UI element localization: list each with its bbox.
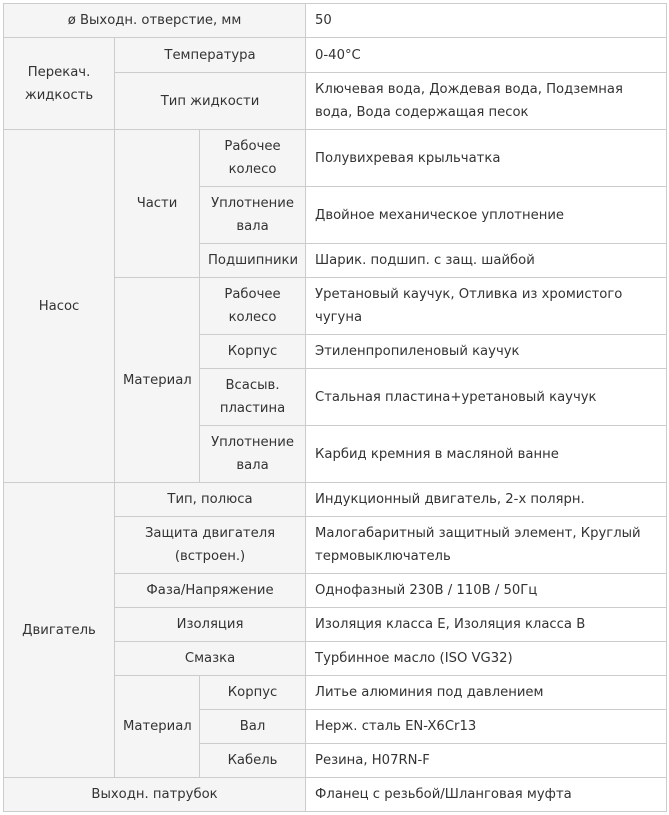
pump-group-label: Насос [4, 130, 115, 483]
motor-lubrication-label: Смазка [115, 642, 306, 676]
pump-parts-impeller-label: Рабочее колесо [200, 130, 306, 187]
discharge-connection-label: Выходн. патрубок [4, 778, 306, 812]
motor-group-label: Двигатель [4, 483, 115, 778]
table-row [4, 483, 667, 517]
motor-material-casing-label: Корпус [200, 676, 306, 710]
motor-material-cable-label: Кабель [200, 744, 306, 778]
table-row [4, 38, 667, 73]
motor-lubrication-value: Турбинное масло (ISO VG32) [306, 642, 667, 676]
discharge-connection-value: Фланец с резьбой/Шланговая муфта [306, 778, 667, 812]
pump-parts-shaft-seal-label: Уплотнение вала [200, 187, 306, 244]
liquid-group-label: Перекач. жидкость [4, 38, 115, 130]
motor-insulation-value: Изоляция класса E, Изоляция класса B [306, 608, 667, 642]
outlet-diameter-value: 50 [306, 4, 667, 38]
outlet-diameter-label: ø Выходн. отверстие, мм [4, 4, 306, 38]
liquid-type-label: Тип жидкости [115, 73, 306, 130]
motor-protection-value: Малогабаритный защитный элемент, Круглый термовыключатель [306, 517, 667, 574]
table-row [4, 778, 667, 812]
motor-material-shaft-label: Вал [200, 710, 306, 744]
table-row [4, 4, 667, 38]
motor-phase-voltage-value: Однофазный 230В / 110В / 50Гц [306, 574, 667, 608]
liquid-type-value: Ключевая вода, Дождевая вода, Подземная вода, Вода содержащая песок [306, 73, 667, 130]
pump-material-casing-value: Этиленпропиленовый каучук [306, 335, 667, 369]
pump-material-label: Материал [115, 278, 200, 483]
motor-material-cable-value: Резина, H07RN-F [306, 744, 667, 778]
pump-parts-label: Части [115, 130, 200, 278]
table-row [4, 130, 667, 187]
motor-material-shaft-value: Нерж. сталь EN-X6Cr13 [306, 710, 667, 744]
pump-material-impeller-value: Уретановый каучук, Отливка из хромистого чугуна [306, 278, 667, 335]
pump-parts-bearings-value: Шарик. подшип. с защ. шайбой [306, 244, 667, 278]
spec-table [3, 3, 667, 812]
motor-insulation-label: Изоляция [115, 608, 306, 642]
pump-material-casing-label: Корпус [200, 335, 306, 369]
pump-parts-shaft-seal-value: Двойное механическое уплотнение [306, 187, 667, 244]
motor-protection-label: Защита двигателя (встроен.) [115, 517, 306, 574]
pump-parts-bearings-label: Подшипники [200, 244, 306, 278]
temperature-value: 0-40°C [306, 38, 667, 73]
pump-material-shaft-seal-label: Уплотнение вала [200, 426, 306, 483]
motor-phase-voltage-label: Фаза/Напряжение [115, 574, 306, 608]
pump-parts-impeller-value: Полувихревая крыльчатка [306, 130, 667, 187]
pump-material-suction-plate-value: Стальная пластина+уретановый каучук [306, 369, 667, 426]
motor-type-poles-label: Тип, полюса [115, 483, 306, 517]
pump-material-suction-plate-label: Всасыв. пластина [200, 369, 306, 426]
motor-type-poles-value: Индукционный двигатель, 2-х полярн. [306, 483, 667, 517]
temperature-label: Температура [115, 38, 306, 73]
pump-material-shaft-seal-value: Карбид кремния в масляной ванне [306, 426, 667, 483]
motor-material-casing-value: Литье алюминия под давлением [306, 676, 667, 710]
pump-material-impeller-label: Рабочее колесо [200, 278, 306, 335]
motor-material-label: Материал [115, 676, 200, 778]
